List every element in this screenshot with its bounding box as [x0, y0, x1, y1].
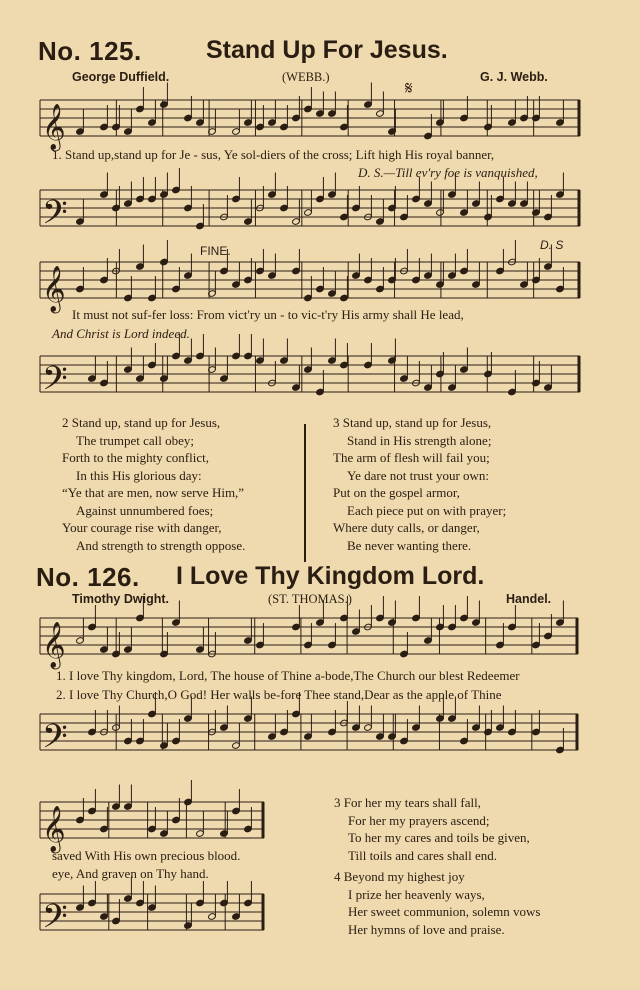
- hymn-125-bass-staff-2: [40, 352, 580, 406]
- stanza-line: Ye dare not trust your own:: [347, 467, 490, 483]
- stanza-line: And strength to strength oppose.: [76, 537, 246, 553]
- clef-icon: 𝄢: [42, 898, 68, 944]
- hymn-125-author: George Duffield.: [72, 70, 170, 84]
- hymn-126-treble-staff-2: [40, 798, 264, 852]
- stanza-line: In this His glorious day:: [76, 467, 202, 483]
- ds-mark: D. S: [540, 238, 564, 252]
- stanza-line: Against unnumbered foes;: [76, 502, 214, 518]
- stanza-line: The trumpet call obey;: [76, 432, 195, 448]
- clef-icon: 𝄞: [42, 806, 66, 852]
- hymn-125-composer: G. J. Webb.: [480, 70, 548, 84]
- clef-icon: 𝄢: [42, 194, 68, 240]
- hymn-125-bass-staff-1: [40, 186, 580, 240]
- stanza-divider: [304, 424, 306, 562]
- fine-mark: FINE.: [200, 244, 231, 258]
- hymn-125-ds-lyric-1: D. S.—Till ev'ry foe is vanquished,: [358, 165, 538, 180]
- stanza-line: 3 For her my tears shall fall,: [334, 795, 481, 810]
- hymn-125-treble-staff-1: [40, 96, 580, 150]
- clef-icon: 𝄞: [42, 266, 66, 312]
- stanza-line: 4 Beyond my highest joy: [334, 869, 465, 884]
- stanza-line: Her hymns of love and praise.: [348, 921, 505, 937]
- stanza-line: Her sweet communion, solemn vows: [348, 904, 541, 919]
- stanza-line: Be never wanting there.: [347, 537, 472, 553]
- hymn-126-number: No. 126.: [36, 562, 140, 592]
- hymn-126-lyric-v1: 1. I love Thy kingdom, Lord, The house of Thine a-bode,The Church our blest Redeemer: [56, 668, 520, 683]
- hymn-126-title: I Love Thy Kingdom Lord.: [176, 562, 485, 590]
- hymn-125-ds-lyric-2: And Christ is Lord indeed.: [52, 326, 190, 341]
- stanza-line: Where duty calls, or danger,: [333, 520, 480, 535]
- hymn-125-number: No. 125.: [38, 36, 142, 66]
- stanza-line: Till toils and cares shall end.: [348, 847, 498, 863]
- stanza-line: 3 Stand up, stand up for Jesus,: [333, 415, 492, 430]
- hymn-126-composer: Handel.: [506, 592, 552, 606]
- hymn-126-bass-staff-1: [40, 710, 578, 764]
- clef-icon: 𝄢: [42, 360, 68, 406]
- clef-icon: 𝄞: [42, 104, 66, 150]
- stanza-line: “Ye that are men, now serve Him,”: [62, 485, 245, 500]
- hymn-125-tune: (WEBB.): [282, 70, 330, 84]
- hymn-126-stanza-4: [334, 868, 540, 938]
- stanza-line: Forth to the mighty conflict,: [62, 450, 209, 465]
- hymn-126-author: Timothy Dwight.: [72, 592, 169, 606]
- hymn-126-lyric-line-2-v2: eye, And graven on Thy hand.: [52, 866, 209, 881]
- stanza-line: The arm of flesh will fail you;: [333, 450, 490, 465]
- hymn-126-stanza-3: [334, 794, 530, 864]
- clef-icon: 𝄞: [42, 622, 66, 668]
- hymn-126-lyric-v2: 2. I love Thy Church,O God! Her walls be-fore Thee stand,Dear as the apple of Thine: [56, 687, 502, 702]
- hymn-126-treble-staff-1: [40, 614, 578, 668]
- hymn-126-lyric-line-2-v1: saved With His own precious blood.: [52, 848, 241, 863]
- stanza-line: I prize her heavenly ways,: [348, 886, 485, 902]
- hymn-126-tune: (ST. THOMAS.): [268, 592, 352, 606]
- hymn-125-title: Stand Up For Jesus.: [206, 36, 448, 64]
- stanza-line: Put on the gospel armor,: [333, 485, 460, 500]
- stanza-line: Each piece put on with prayer;: [347, 502, 507, 518]
- hymn-126-bass-staff-2: [40, 890, 264, 944]
- clef-icon: 𝄢: [42, 718, 68, 764]
- stanza-line: 2 Stand up, stand up for Jesus,: [62, 415, 221, 430]
- hymn-125-lyric-line-2: It must not suf-fer loss: From vict'ry un - to vic-t'ry His army shall He lead,: [72, 307, 464, 322]
- stanza-line: For her my prayers ascend;: [348, 812, 490, 828]
- stanza-line: Stand in His strength alone;: [347, 432, 492, 448]
- stanza-line: Your courage rise with danger,: [62, 520, 222, 535]
- segno-mark: 𝄋: [405, 78, 413, 98]
- stanza-line: To her my cares and toils be given,: [348, 830, 530, 845]
- hymn-125-stanza-2: [62, 414, 245, 554]
- hymn-125-lyric-line-1: 1. Stand up,stand up for Je - sus, Ye sol-diers of the cross; Lift high His royal banner,: [52, 147, 495, 162]
- hymn-125-treble-staff-2: [40, 258, 580, 312]
- hymn-125-stanza-3: [333, 414, 506, 554]
